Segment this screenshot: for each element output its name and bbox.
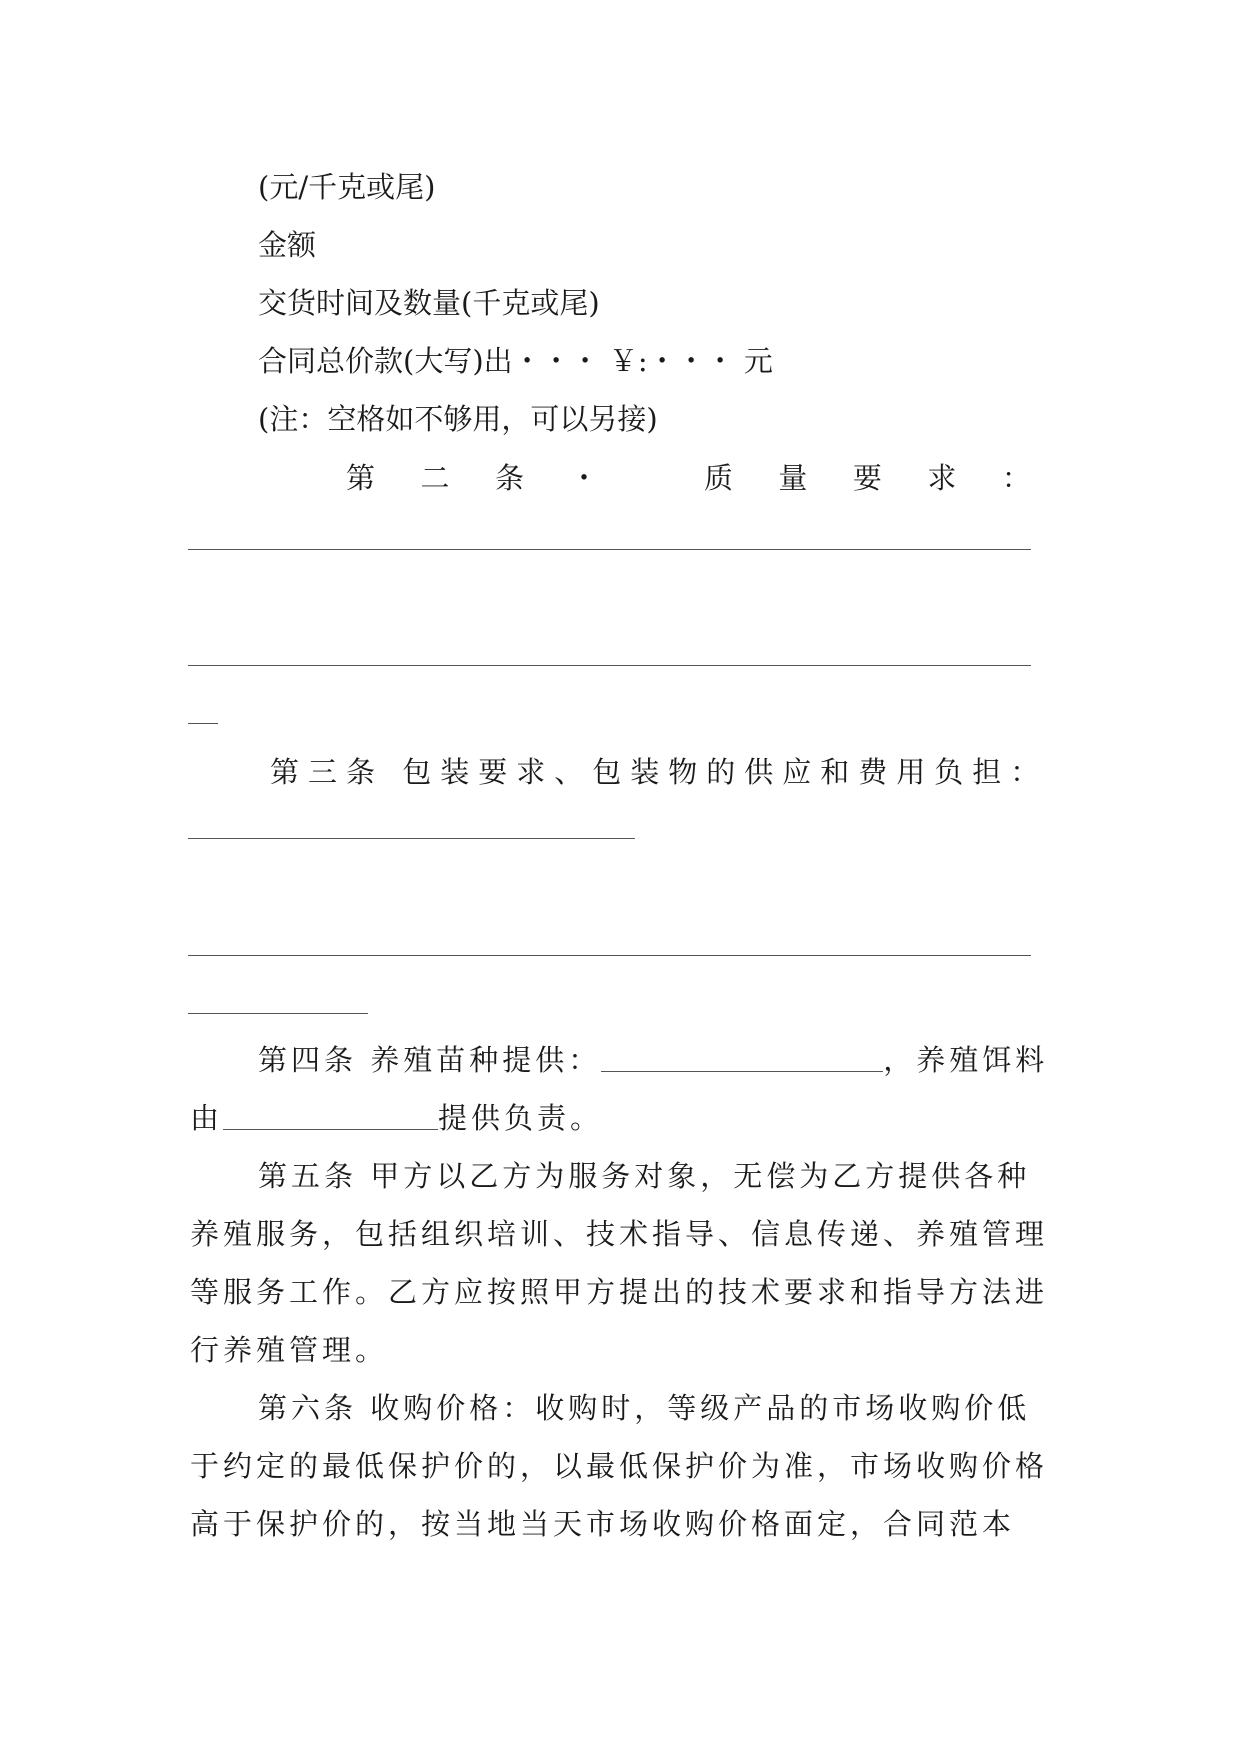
amount-label: 金额: [258, 228, 317, 262]
article-3-heading: 第三条 包装要求、包装物的供应和费用负担：: [270, 755, 1049, 789]
article-2-char: 求: [927, 461, 957, 495]
delivery-label: 交货时间及数量(千克或尾): [258, 286, 600, 320]
article-5-line: 行养殖管理。: [190, 1333, 389, 1367]
fill-in-line: [188, 549, 1031, 550]
article-5-line: 等服务工作。乙方应按照甲方提出的技术要求和指导方法进: [190, 1275, 1049, 1309]
unit-price-note: (元/千克或尾): [258, 170, 436, 204]
fill-in-line: [188, 723, 218, 724]
feed-provider-blank: [223, 1103, 438, 1130]
article-5-line: 养殖服务，包括组织培训、技术指导、信息传递、养殖管理: [190, 1217, 1049, 1251]
article-2-char: 量: [778, 461, 808, 495]
article-4-text: 提供负责。: [438, 1101, 604, 1135]
article-2-char: 条: [494, 461, 524, 495]
article-2-char: 质: [703, 461, 733, 495]
article-2-char: 要: [852, 461, 882, 495]
article-4-line-1: [258, 1040, 1048, 1080]
total-price-label: 合同总价款(大写)出・・・ ￥:・・・ 元: [258, 344, 773, 378]
fill-in-line: [188, 838, 635, 839]
article-2-char: 二: [420, 461, 450, 495]
article-6-line: 第六条 收购价格：收购时，等级产品的市场收购价低: [258, 1391, 1031, 1425]
article-6-line: 于约定的最低保护价的，以最低保护价为准，市场收购价格: [190, 1449, 1049, 1483]
article-2-char: 第: [346, 461, 376, 495]
article-4-text: 由: [190, 1101, 224, 1135]
note-line: (注：空格如不够用，可以另接): [258, 402, 658, 436]
seedling-provider-blank: [601, 1045, 883, 1072]
fill-in-line: [188, 1013, 368, 1014]
article-4-text: ，养殖饵料: [883, 1043, 1049, 1077]
fill-in-line: [188, 955, 1031, 956]
article-2-char: ：: [1001, 461, 1031, 495]
article-4-text: 第四条 养殖苗种提供：: [258, 1043, 602, 1077]
article-2-char: ・: [569, 461, 599, 495]
article-6-line: 高于保护价的，按当地当天市场收购价格面定，合同范本: [190, 1507, 1016, 1541]
fill-in-line: [188, 665, 1031, 666]
article-4-line-2: [190, 1098, 603, 1138]
article-5-line: 第五条 甲方以乙方为服务对象，无偿为乙方提供各种: [258, 1159, 1031, 1193]
article-2-heading: [346, 458, 1031, 498]
